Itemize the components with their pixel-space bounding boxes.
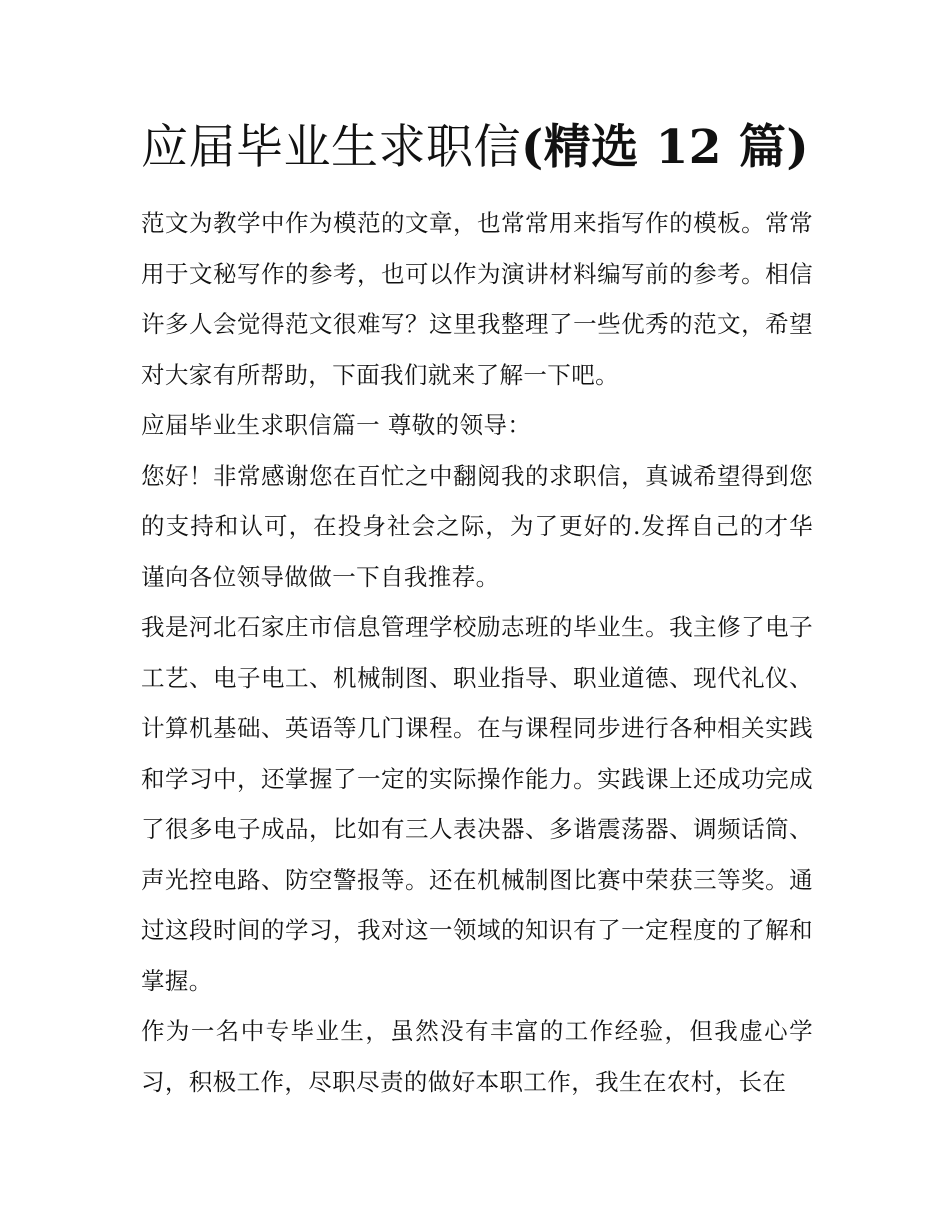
title-subtitle: (精选 12 篇) <box>521 120 810 175</box>
intro-paragraph: 范文为教学中作为模范的文章，也常常用来指写作的模板。常常用于文秘写作的参考，也可以作为演讲材料编写前的参考。相信许多人会觉得范文很难写？这里我整理了一些优秀的范文，希望对大家有所帮助，下面我们就来了解一下吧。 <box>141 209 813 389</box>
letter-heading: 应届毕业生求职信篇一 尊敬的领导： <box>141 411 532 439</box>
education-paragraph: 我是河北石家庄市信息管理学校励志班的毕业生。我主修了电子工艺、电子电工、机械制图、职业指导、职业道德、现代礼仪、计算机基础、英语等几门课程。在与课程同步进行各种相关实践和学习中，还掌握了一定的实际操作能力。实践课上还成功完成了很多电子成品，比如有三人表决器、多谐震荡器、调频话筒、声光控电路、防空警报等。还在机械制图比赛中荣获三等奖。通过这段时间的学习，我对这一领域的知识有了一定程度的了解和掌握。 <box>141 613 813 995</box>
experience-paragraph: 作为一名中专毕业生，虽然没有丰富的工作经验，但我虚心学习，积极工作，尽职尽责的做好本职工作，我生在农村，长在 <box>141 1017 813 1096</box>
document-title <box>141 118 813 178</box>
document-content <box>141 118 813 1107</box>
greeting-paragraph: 您好！非常感谢您在百忙之中翻阅我的求职信，真诚希望得到您的支持和认可，在投身社会之际，为了更好的.发挥自己的才华谨向各位领导做做一下自我推荐。 <box>141 461 813 591</box>
title-main: 应届毕业生求职信 <box>141 120 521 175</box>
document-body <box>141 198 813 1107</box>
